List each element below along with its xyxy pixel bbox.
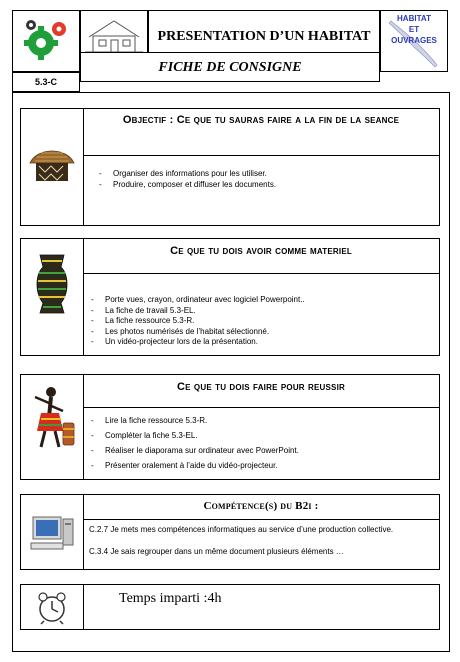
computer-icon	[29, 513, 77, 553]
dancer-icon	[29, 383, 77, 453]
reussir-title: Ce que tu dois faire pour reussir	[176, 381, 345, 393]
list-item: - Porte vues, crayon, ordinateur avec logiciel Powerpoint..	[91, 295, 431, 306]
objectif-section	[20, 108, 440, 226]
competence-title-rule	[83, 519, 439, 520]
list-item: - Les photos numérisés de l’habitat sélectionné.	[91, 327, 431, 338]
materiel-section	[20, 238, 440, 356]
list-item: - Lire la fiche ressource 5.3-R.	[91, 413, 431, 428]
corner-line-1: HABITAT	[397, 14, 431, 23]
list-item: - La fiche de travail 5.3-EL.	[91, 306, 431, 317]
competence-title: Compétence(s) du B2i :	[203, 500, 319, 512]
list-item: - Produire, composer et diffuser les documents.	[99, 180, 429, 191]
page-subtitle: FICHE DE CONSIGNE	[80, 52, 380, 82]
sheet-code: 5.3-C	[12, 72, 80, 92]
corner-line-2: ET	[408, 25, 420, 34]
objectif-title	[83, 114, 439, 126]
materiel-title-rule	[83, 273, 439, 274]
logo-cell	[12, 10, 80, 72]
clock-icon	[35, 591, 69, 625]
gears-logo-icon	[13, 11, 79, 71]
hut-icon	[27, 139, 77, 187]
reussir-title-rule	[83, 407, 439, 408]
list-item: - Réaliser le diaporama sur ordinateur avec PowerPoint.	[91, 443, 431, 458]
competence-section	[20, 494, 440, 570]
materiel-list	[91, 295, 431, 348]
materiel-title: Ce que tu dois avoir comme materiel	[170, 245, 352, 257]
objectif-divider	[83, 109, 84, 225]
vase-icon	[33, 253, 71, 315]
list-item: - La fiche ressource 5.3-R.	[91, 316, 431, 327]
list-item: - Présenter oralement à l’aide du vidéo-projecteur.	[91, 458, 431, 473]
objectif-title-rule	[83, 155, 439, 156]
list-item: - Un vidéo-projecteur lors de la présentation.	[91, 337, 431, 348]
reussir-list	[91, 413, 431, 473]
temps-divider	[83, 585, 84, 629]
competence-line-1: C.2.7 Je mets mes compétences informatiques au service d’une production collective.	[89, 525, 394, 534]
page-title: PRESENTATION D’UN HABITAT	[148, 10, 380, 62]
competence-line-2: C.3.4 Je sais regrouper dans un même document plusieurs éléments …	[89, 547, 344, 556]
objectif-title-initial: O	[122, 114, 132, 126]
corner-line-3: OUVRAGES	[391, 36, 437, 45]
corner-cell	[380, 10, 448, 72]
list-item: - Compléter la fiche 5.3-EL.	[91, 428, 431, 443]
temps-section	[20, 584, 440, 630]
reussir-section	[20, 374, 440, 480]
objectif-list	[99, 169, 429, 190]
objectif-title-text: bjectif : Ce que tu sauras faire a la fin de la seance	[131, 114, 400, 126]
list-item: - Organiser des informations pour les utiliser.	[99, 169, 429, 180]
temps-label: Temps imparti :4h	[119, 591, 222, 606]
